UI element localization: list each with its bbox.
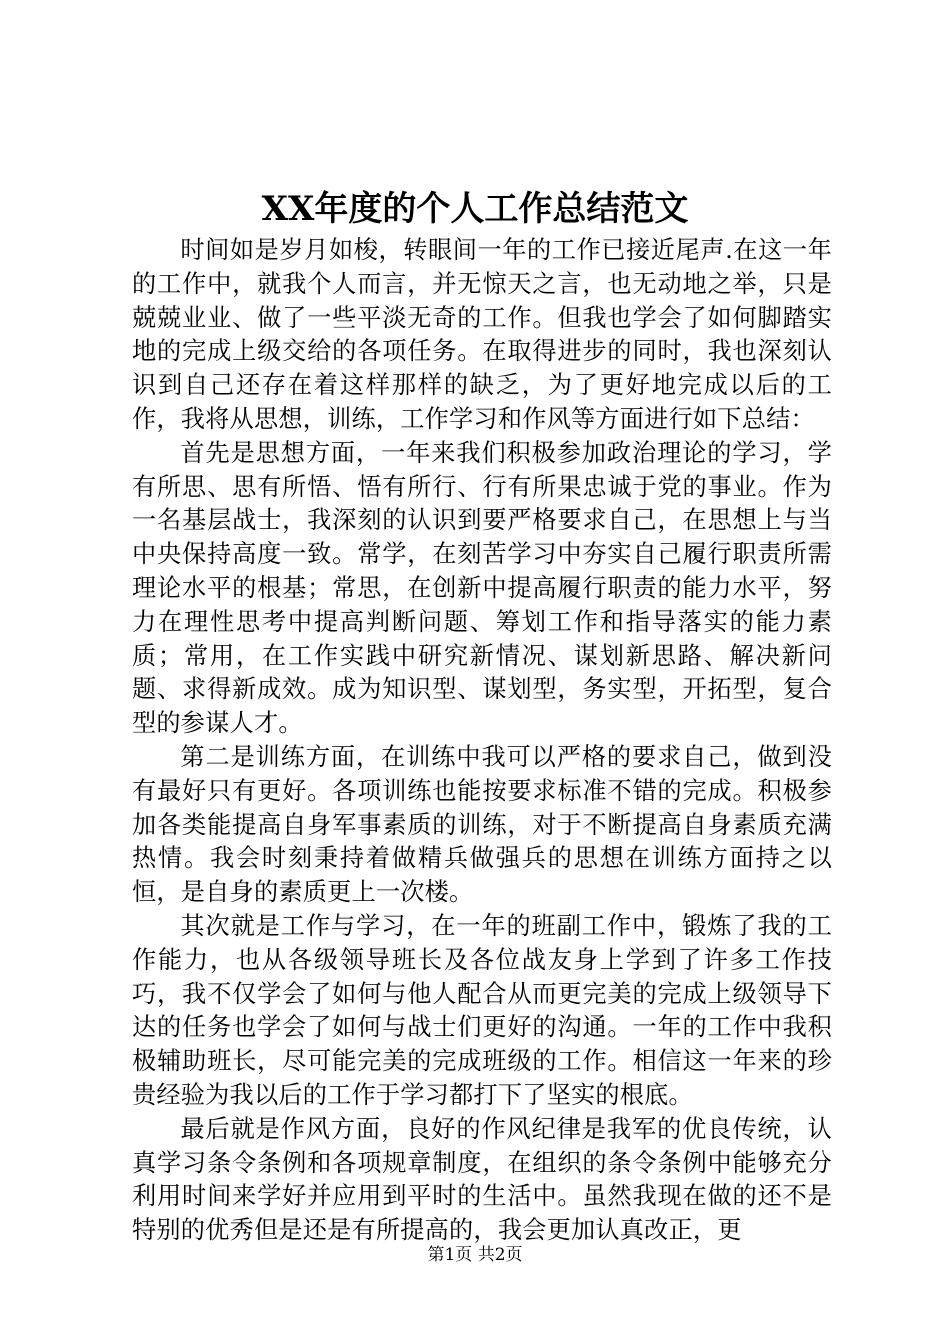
paragraph-intro: 时间如是岁月如梭，转眼间一年的工作已接近尾声.在这一年的工作中，就我个人而言，并无惊天之言，也无动地之举，只是兢兢业业、做了一些平淡无奇的工作。但我也学会了如何脚踏实地的完成上级交给的各项任务。在取得进步的同时，我也深刻认识到自己还存在着这样那样的缺乏，为了更好地完成以后的工作，我将从思想，训练，工作学习和作风等方面进行如下总结： bbox=[132, 236, 832, 433]
document-title: XX年度的个人工作总结范文 bbox=[261, 189, 689, 229]
paragraph-work-study: 其次就是工作与学习，在一年的班副工作中，锻炼了我的工作能力，也从各级领导班长及各位战友身上学到了许多工作技巧，我不仅学会了如何与他人配合从而更完美的完成上级领导下达的任务也学会了如何与战士们更好的沟通。一年的工作中我积极辅助班长，尽可能完美的完成班级的工作。相信这一年来的珍贵经验为我以后的工作于学习都打下了坚实的根底。 bbox=[132, 911, 832, 1109]
page-number: 第1页 共2页 bbox=[427, 1245, 523, 1265]
document-body bbox=[132, 234, 832, 1248]
paragraph-thought: 首先是思想方面，一年来我们积极参加政治理论的学习，学有所思、思有所悟、悟有所行、行有所果忠诚于党的事业。作为一名基层战士，我深刻的认识到要严格要求自己，在思想上与当中央保持高度一致。常学，在刻苦学习中夯实自己履行职责所需理论水平的根基；常思，在创新中提高履行职责的能力水平，努力在理性思考中提高判断问题、筹划工作和指导落实的能力素质；常用，在工作实践中研究新情况、谋划新思路、解决新问题、求得新成效。成为知识型、谋划型，务实型，开拓型，复合型的参谋人才。 bbox=[132, 438, 832, 738]
paragraph-style: 最后就是作风方面，良好的作风纪律是我军的优良传统，认真学习条令条例和各项规章制度，在组织的条令条例中能够充分利用时间来学好并应用到平时的生活中。虽然我现在做的还不是特别的优秀但是还是有所提高的，我会更加认真改正，更 bbox=[132, 1114, 832, 1245]
paragraph-training: 第二是训练方面，在训练中我可以严格的要求自己，做到没有最好只有更好。各项训练也能按要求标准不错的完成。积极参加各类能提高自身军事素质的训练，对于不断提高自身素质充满热情。我会时刻秉持着做精兵做强兵的思想在训练方面持之以恒，是自身的素质更上一次楼。 bbox=[132, 742, 832, 907]
